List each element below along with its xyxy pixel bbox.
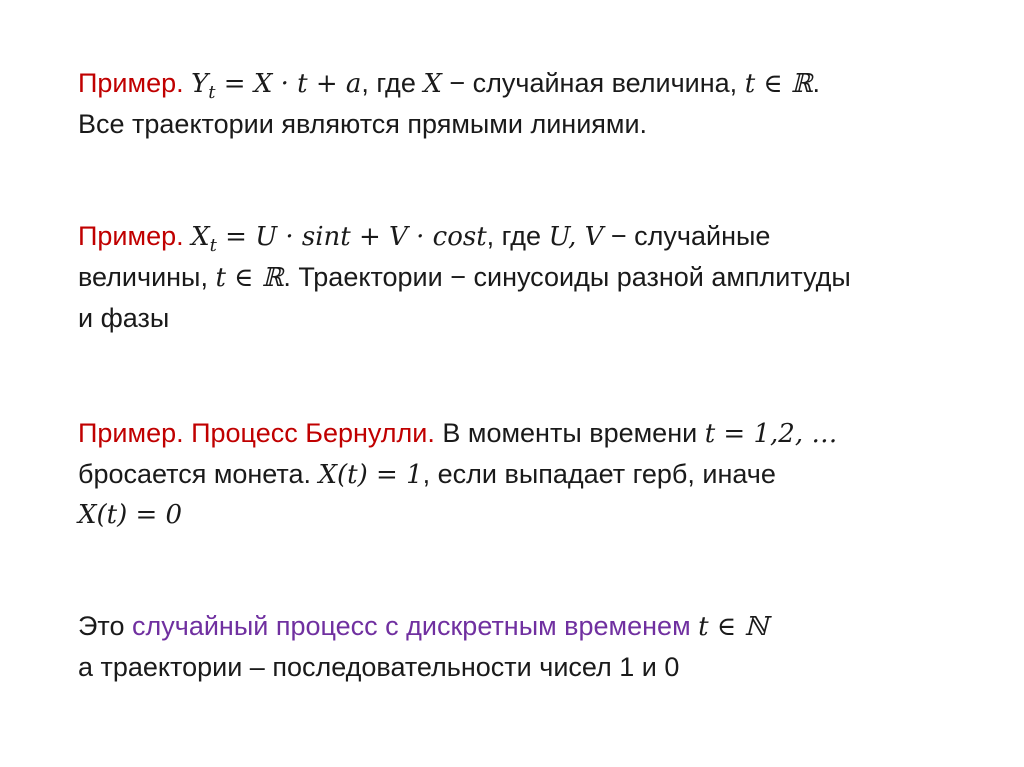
example-sinusoid-trajectories xyxy=(78,216,998,338)
formula-t-natural: t ∈ ℕ xyxy=(698,612,769,642)
example-3-text-1: В моменты времени xyxy=(434,418,705,448)
example-2-line-2-a: величины, xyxy=(78,262,216,292)
example-2-label: Пример. xyxy=(78,221,184,251)
formula-y: Y xyxy=(191,69,209,99)
example-2-line-2-b: . Траектории − синусоиды разной амплитуды xyxy=(283,262,851,292)
summary-discrete-time xyxy=(78,606,998,687)
example-1-line-2: Все траектории являются прямыми линиями. xyxy=(78,109,648,139)
example-bernoulli-process xyxy=(78,413,998,535)
example-3-line-1 xyxy=(78,413,998,454)
example-1-text-1: , где xyxy=(361,68,424,98)
example-1-text-3: . xyxy=(812,68,821,98)
example-3-label: Пример. Процесс Бернулли. xyxy=(78,418,435,448)
formula-x-equation: = U · sint + V · cost xyxy=(216,222,487,252)
formula-t-real: t ∈ ℝ xyxy=(744,69,813,99)
formula-x: X xyxy=(191,222,210,252)
summary-text-1: Это xyxy=(78,611,132,641)
example-2-line-1 xyxy=(78,216,998,257)
formula-y-subscript: t xyxy=(208,82,216,103)
formula-x-subscript: t xyxy=(209,235,217,256)
example-2-text-1: , где xyxy=(486,221,549,251)
summary-highlight: случайный процесс с дискретным временем xyxy=(132,611,691,641)
summary-line-2: а траектории – последовательности чисел 1 и 0 xyxy=(78,652,680,682)
example-1-text-2: − случайная величина, xyxy=(441,68,745,98)
example-3-line-2-b: , если выпадает герб, иначе xyxy=(422,459,776,489)
example-1-line-1 xyxy=(78,63,998,104)
formula-x-equals-zero: X(t) = 0 xyxy=(78,500,183,530)
summary-line-1 xyxy=(78,606,998,647)
example-2-text-2: − случайные xyxy=(603,221,771,251)
formula-y-equation: = X · t + a xyxy=(215,69,362,99)
example-3-line-2-a: бросается монета. xyxy=(78,459,319,489)
example-linear-trajectories xyxy=(78,63,998,144)
example-3-line-2 xyxy=(78,454,998,495)
formula-t-values: t = 1,2, … xyxy=(704,419,838,449)
example-1-label: Пример. xyxy=(78,68,184,98)
formula-x-equals-one: X(t) = 1 xyxy=(318,460,423,490)
formula-x: X xyxy=(423,69,442,99)
example-2-line-2 xyxy=(78,257,998,298)
formula-t-real: t ∈ ℝ xyxy=(215,263,284,293)
example-2-line-3: и фазы xyxy=(78,303,170,333)
formula-u-v: U, V xyxy=(548,222,604,252)
